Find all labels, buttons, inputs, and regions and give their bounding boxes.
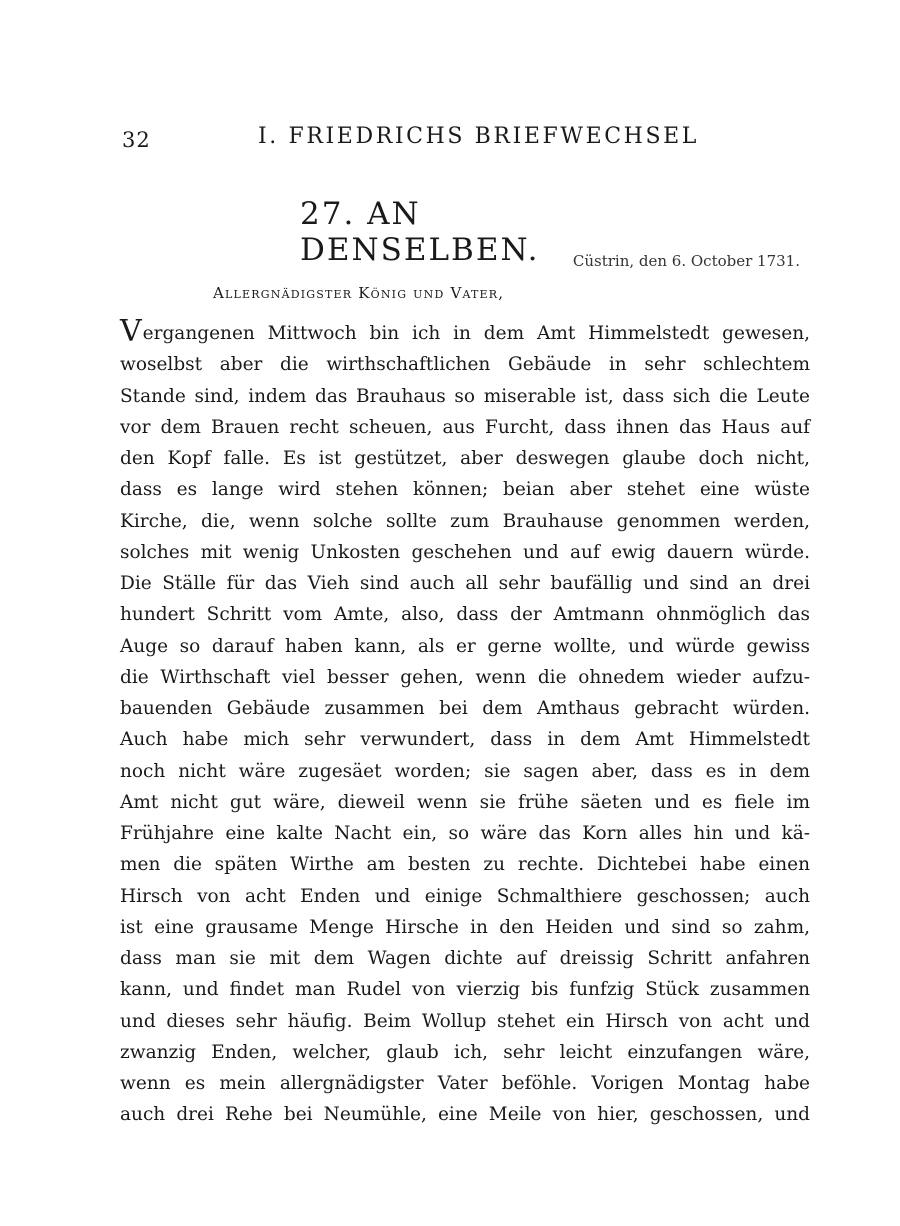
text-line: Kirche, die, wenn solche sollte zum Brauhause genommen werden, [120,510,810,532]
text-line: Stande sind, indem das Brauhaus so miserable ist, dass sich die Leute [120,385,810,407]
text-line: bauenden Gebäude zusammen bei dem Amthaus gebracht würden. [120,698,810,719]
text-line: solches mit wenig Unkosten geschehen und auf ewig dauern würde. [120,541,810,563]
text-line: dass man sie mit dem Wagen dichte auf dreissig Schritt anfahren [120,948,810,969]
text-line: Amt nicht gut wäre, dieweil wenn sie frühe säeten und es fiele im [120,791,810,813]
text-line: Auge so darauf haben kann, als er gerne wollte, und würde gewiss [120,635,810,657]
text-line: den Kopf falle. Es ist gestützet, aber deswegen glaube doch nicht, [120,448,810,469]
text-line: und dieses sehr häufig. Beim Wollup stehet ein Hirsch von acht und [120,1010,810,1032]
text-line: hundert Schritt vom Amte, also, dass der Amtmann ohnmöglich das [120,604,810,626]
text-line: woselbst aber die wirthschaftlichen Gebäude in sehr schlechtem [120,354,810,376]
text-line-rest: ergangenen Mittwoch bin ich in dem Amt Himmelstedt gewesen, [142,323,810,344]
text-line [120,314,810,349]
text-line: Die Ställe für das Vieh sind auch all sehr baufällig und sind an drei [120,573,810,594]
text-line: men die späten Wirthe am besten zu rechte. Dichtebei habe einen [120,854,810,876]
letter-title: 27. AN DENSELBEN. [300,196,540,268]
text-line: Auch habe mich sehr verwundert, dass in dem Amt Himmelstedt [120,729,810,751]
salutation: Allergnädigster König und Vater, [213,284,505,302]
letter-body [120,314,810,1131]
text-line: wenn es mein allergnädigster Vater beföhle. Vorigen Montag habe [120,1073,810,1094]
running-head: I. FRIEDRICHS BRIEFWECHSEL [258,124,700,149]
dateline: Cüstrin, den 6. October 1731. [572,252,800,270]
text-line: kann, und findet man Rudel von vierzig bis funfzig Stück zusammen [120,979,810,1001]
text-line: dass es lange wird stehen können; beian aber stehet eine wüste [120,479,810,501]
text-line: vor dem Brauen recht scheuen, aus Furcht, dass ihnen das Haus auf [120,416,810,438]
drop-cap: V [120,314,142,349]
text-line: auch drei Rehe bei Neumühle, eine Meile von hier, geschossen, und [120,1104,810,1126]
text-line: Hirsch von acht Enden und einige Schmalthiere geschossen; auch [120,885,810,907]
text-line: ist eine grausame Menge Hirsche in den Heiden und sind so zahm, [120,916,810,938]
text-line: zwanzig Enden, welcher, glaub ich, sehr leicht einzufangen wäre, [120,1041,810,1063]
page-number: 32 [122,128,151,152]
text-line: noch nicht wäre zugesäet worden; sie sagen aber, dass es in dem [120,760,810,782]
text-line: die Wirthschaft viel besser gehen, wenn die ohnedem wieder aufzu- [120,666,810,688]
text-line: Frühjahre eine kalte Nacht ein, so wäre das Korn alles hin und kä- [120,823,810,844]
